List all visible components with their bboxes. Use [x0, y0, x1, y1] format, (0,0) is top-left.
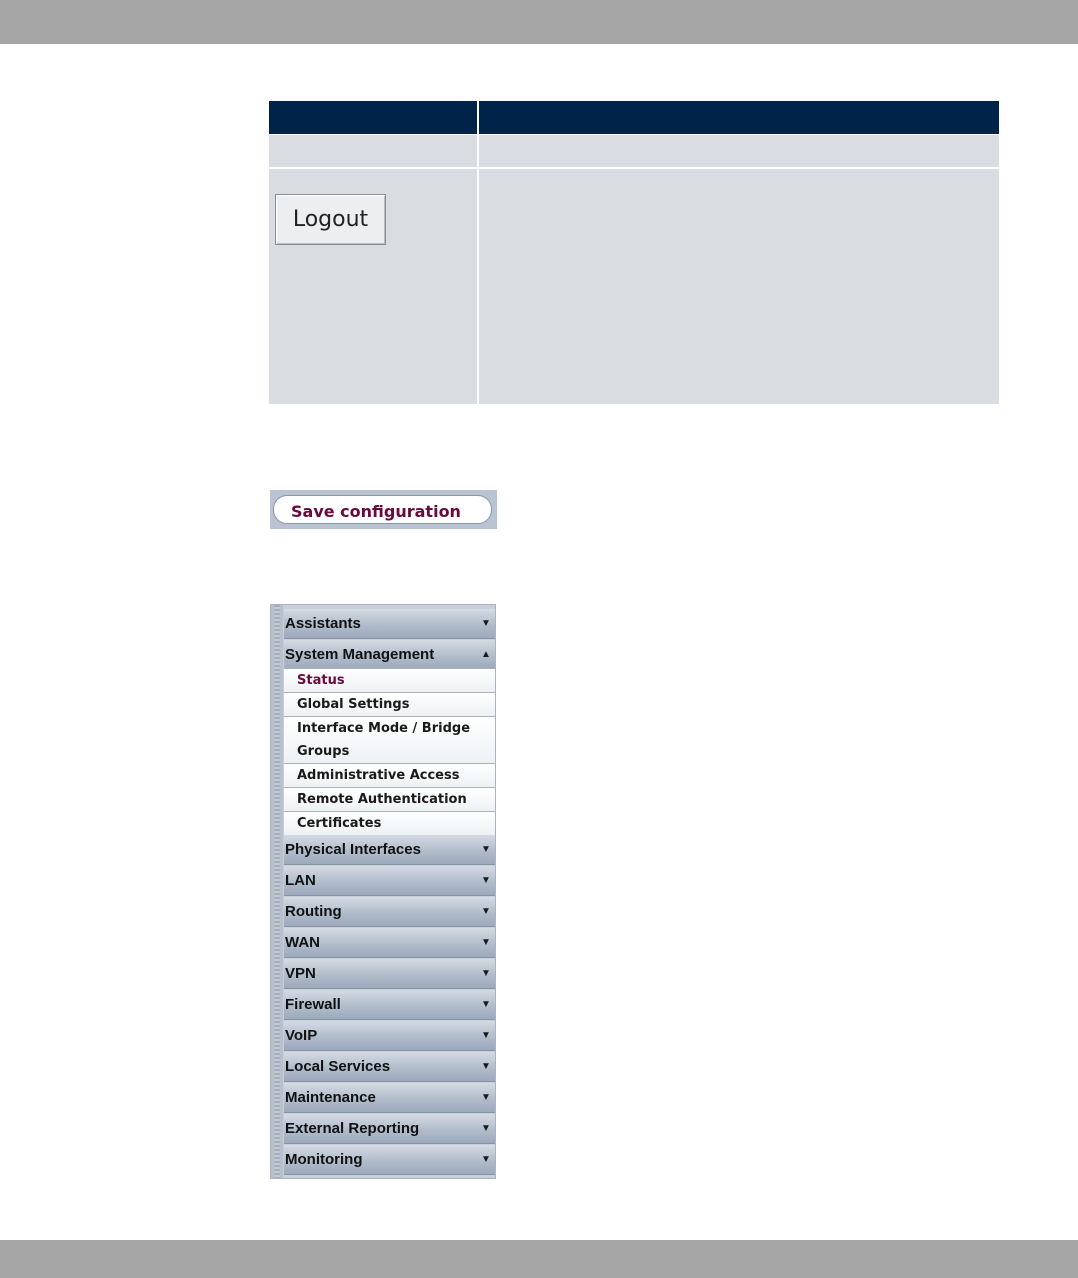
menu-section-label: Firewall	[285, 996, 341, 1013]
menu-section-label: Routing	[285, 903, 342, 920]
chevron-down-icon: ▼	[481, 937, 491, 948]
menu-section-label: Maintenance	[285, 1089, 376, 1106]
menu-section-routing[interactable]	[284, 897, 495, 927]
menu-section-local-services[interactable]	[284, 1052, 495, 1082]
menu-section-label: Local Services	[285, 1058, 391, 1075]
menu-section-system-management[interactable]	[284, 640, 495, 670]
logout-button[interactable]: Logout	[275, 194, 386, 245]
top-bar	[0, 0, 1078, 44]
menu-section-label: VPN	[285, 965, 316, 982]
navigation-menu	[270, 604, 496, 1179]
table-header	[269, 101, 999, 134]
menu-section-firewall[interactable]	[284, 990, 495, 1020]
menu-section-label: WAN	[285, 934, 320, 951]
chevron-down-icon: ▼	[481, 1123, 491, 1134]
menu-section-vpn[interactable]	[284, 959, 495, 989]
bottom-bar	[0, 1240, 1078, 1278]
menu-section-label: Assistants	[285, 615, 361, 632]
chevron-down-icon: ▼	[481, 875, 491, 886]
menu-section-monitoring[interactable]	[284, 1145, 495, 1175]
menu-item-global-settings[interactable]: Global Settings	[284, 692, 495, 716]
chevron-down-icon: ▼	[481, 968, 491, 979]
menu-edge	[271, 605, 283, 1178]
menu-item-certificates[interactable]: Certificates	[284, 811, 495, 835]
menu-item-administrative-access[interactable]: Administrative Access	[284, 763, 495, 787]
menu-section-label: External Reporting	[285, 1120, 420, 1137]
menu-item-interface-mode-bridge-groups[interactable]: Interface Mode / Bridge Groups	[284, 716, 495, 763]
menu-section-label: System Management	[285, 646, 435, 663]
menu-section-external-reporting[interactable]	[284, 1114, 495, 1144]
chevron-down-icon: ▼	[481, 1092, 491, 1103]
menu-section-label: Physical Interfaces	[285, 841, 421, 858]
chevron-down-icon: ▼	[481, 844, 491, 855]
chevron-down-icon: ▼	[481, 906, 491, 917]
menu-item-status[interactable]: Status	[284, 668, 495, 692]
menu-section-voip[interactable]	[284, 1021, 495, 1051]
menu-section-label: LAN	[285, 872, 316, 889]
menu-section-lan[interactable]	[284, 866, 495, 896]
chevron-down-icon: ▼	[481, 1061, 491, 1072]
chevron-down-icon: ▼	[481, 618, 491, 629]
save-configuration-button[interactable]: Save configuration	[273, 495, 492, 524]
menu-section-assistants[interactable]	[284, 609, 495, 639]
menu-section-label: VoIP	[285, 1027, 318, 1044]
save-configuration-bar	[270, 490, 497, 529]
parameter-table	[269, 101, 999, 404]
chevron-up-icon: ▲	[481, 649, 491, 660]
chevron-down-icon: ▼	[481, 999, 491, 1010]
chevron-down-icon: ▼	[481, 1154, 491, 1165]
menu-section-wan[interactable]	[284, 928, 495, 958]
table-row	[269, 135, 999, 168]
menu-section-label: Monitoring	[285, 1151, 363, 1168]
menu-section-maintenance[interactable]	[284, 1083, 495, 1113]
chevron-down-icon: ▼	[481, 1030, 491, 1041]
menu-section-physical-interfaces[interactable]	[284, 835, 495, 865]
menu-item-remote-authentication[interactable]: Remote Authentication	[284, 787, 495, 811]
